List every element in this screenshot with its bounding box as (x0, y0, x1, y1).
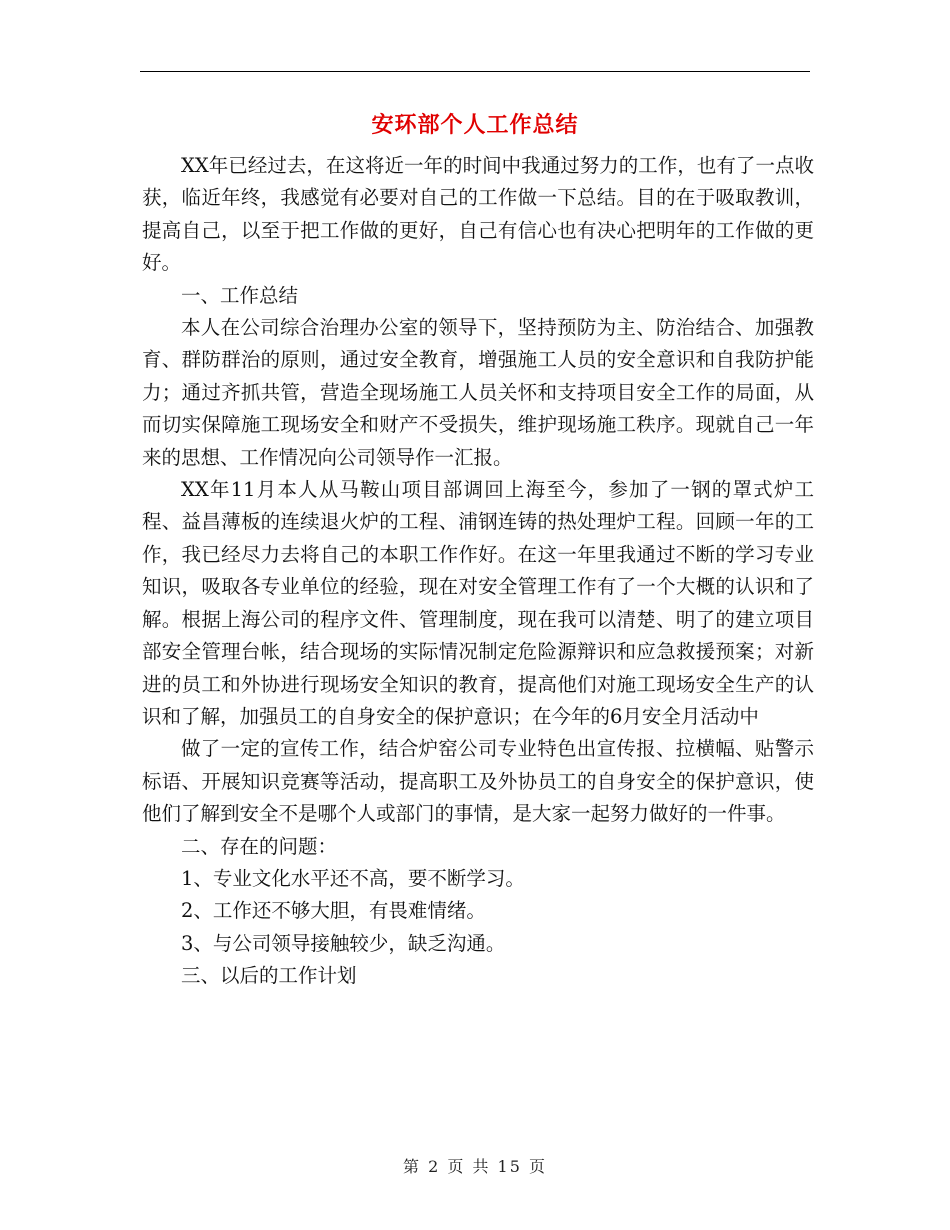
page-number-footer: 第 2 页 共 15 页 (403, 1157, 547, 1176)
heading-problems: 二、存在的问题： (181, 834, 338, 858)
document-body (142, 150, 814, 993)
paragraph-summary: 本人在公司综合治理办公室的领导下，坚持预防为主、防治结合、加强教育、群防群治的原则，通过安全教育，增强施工人员的安全意识和自我防护能力；通过齐抓共管，营造全现场施工人员关怀和支持项目安全工作的局面，从而切实保障施工现场安全和财产不受损失，维护现场施工秩序。现就自己一年来的思想、工作情况向公司领导作一汇报。 (142, 316, 814, 469)
paragraph-publicity: 做了一定的宣传工作，结合炉窑公司专业特色出宣传报、拉横幅、贴警示标语、开展知识竞赛等活动，提高职工及外协员工的自身安全的保护意识，使他们了解到安全不是哪个人或部门的事情，是大家一起努力做好的一件事。 (142, 737, 814, 826)
list-item-problem-3: 3、与公司领导接触较少，缺乏沟通。 (181, 931, 506, 955)
list-item-problem-2: 2、工作还不够大胆，有畏难情绪。 (181, 899, 486, 923)
heading-work-summary: 一、工作总结 (181, 283, 299, 307)
document-title: 安环部个人工作总结 (371, 112, 579, 138)
heading-future-plan: 三、以后的工作计划 (181, 964, 357, 988)
paragraph-projects: XX年11月本人从马鞍山项目部调回上海至今，参加了一钢的罩式炉工程、益昌薄板的连续退火炉的工程、浦钢连铸的热处理炉工程。回顾一年的工作，我已经尽力去将自己的本职工作作好。在这一年里我通过不断的学习专业知识，吸取各专业单位的经验，现在对安全管理工作有了一个大概的认识和了解。根据上海公司的程序文件、管理制度，现在我可以清楚、明了的建立项目部安全管理台帐，结合现场的实际情况制定危险源辩识和应急救援预案；对新进的员工和外协进行现场安全知识的教育，提高他们对施工现场安全生产的认识和了解，加强员工的自身安全的保护意识；在今年的6月安全月活动中 (142, 478, 814, 728)
paragraph-intro: XX年已经过去，在这将近一年的时间中我通过努力的工作，也有了一点收获，临近年终，我感觉有必要对自己的工作做一下总结。目的在于吸取教训，提高自己，以至于把工作做的更好，自己有信心也有决心把明年的工作做的更好。 (142, 154, 814, 275)
list-item-problem-1: 1、专业文化水平还不高，要不断学习。 (181, 866, 525, 890)
header-rule (140, 71, 810, 72)
